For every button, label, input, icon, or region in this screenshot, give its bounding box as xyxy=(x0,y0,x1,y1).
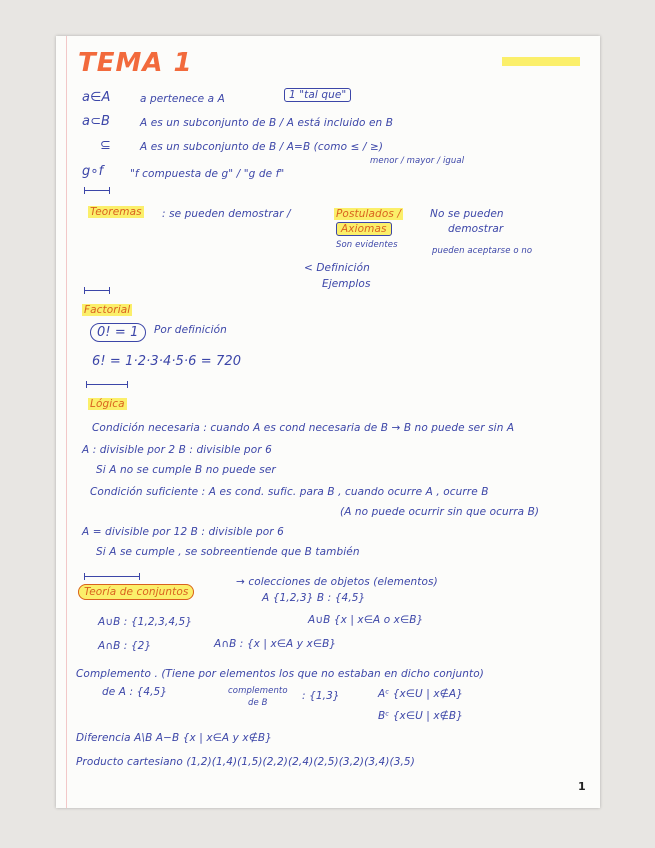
necessary-example-2: Si A no se cumple B no puede ser xyxy=(96,464,276,476)
complement-a: de A : {4,5} xyxy=(102,686,168,698)
examples-label: Ejemplos xyxy=(322,278,371,290)
sufficient-example-1: A = divisible por 12 B : divisible por 6 xyxy=(82,526,284,538)
notation-composition-desc: "f compuesta de g" / "g de f" xyxy=(130,168,285,180)
notation-subseteq: ⊆ xyxy=(100,138,111,153)
set-definitions: A {1,2,3} B : {4,5} xyxy=(262,592,366,604)
factorial-zero: 0! = 1 xyxy=(90,325,146,340)
complement-text: Complemento . (Tiene por elementos los que no estaban en dicho conjunto) xyxy=(76,668,484,680)
notation-composition: g∘f xyxy=(82,164,104,179)
complement-b-value: : {1,3} xyxy=(302,690,340,702)
necessary-example-1: A : divisible por 2 B : divisible por 6 xyxy=(82,444,272,456)
postulates-label: Postulados / xyxy=(336,208,401,220)
comparison-note: menor / mayor / igual xyxy=(370,156,465,166)
can-accept: pueden aceptarse o no xyxy=(432,246,533,256)
necessary-condition: Condición necesaria : cuando A es cond necesaria de B → B no puede ser sin A xyxy=(92,422,515,434)
section-divider xyxy=(84,290,110,291)
complement-b-label-2: de B xyxy=(248,698,268,708)
axioms-label: Axiomas xyxy=(336,223,392,235)
cannot-prove-1: No se pueden xyxy=(430,208,504,220)
factorial-example: 6! = 1·2·3·4·5·6 = 720 xyxy=(92,354,242,369)
highlight-strip xyxy=(502,57,580,66)
page-number: 1 xyxy=(578,780,586,793)
theorems-text: : se pueden demostrar / xyxy=(162,208,291,220)
cartesian-product: Producto cartesiano (1,2)(1,4)(1,5)(2,2)(2,4)(2,5)(3,2)(3,4)(3,5) xyxy=(76,756,415,768)
are-evident: Son evidentes xyxy=(336,240,398,250)
collections-note: → colecciones de objetos (elementos) xyxy=(236,576,438,588)
tal-que-box: 1 "tal que" xyxy=(284,88,351,102)
section-divider xyxy=(84,190,110,191)
complement-a-def: Aᶜ {x∈U | x∉A} xyxy=(378,688,463,700)
factorial-label: Factorial xyxy=(84,304,131,316)
complement-b-def: Bᶜ {x∈U | x∉B} xyxy=(378,710,464,722)
margin-line xyxy=(66,36,67,808)
notation-subseteq-desc: A es un subconjunto de B / A=B (como ≤ / ≥) xyxy=(140,141,384,153)
intersection-example: A∩B : {2} xyxy=(98,640,152,652)
section-divider xyxy=(84,576,140,577)
complement-b-label-1: complemento xyxy=(228,686,288,696)
factorial-definition: Por definición xyxy=(154,324,227,336)
intersection-definition: A∩B : {x | x∈A y x∈B} xyxy=(214,638,337,650)
cannot-prove-2: demostrar xyxy=(448,223,504,235)
logic-label: Lógica xyxy=(90,398,125,410)
sufficient-example-2: Si A se cumple , se sobreentiende que B también xyxy=(96,546,360,558)
notation-element-of-desc: a pertenece a A xyxy=(140,93,225,105)
union-example: A∪B : {1,2,3,4,5} xyxy=(98,616,193,628)
difference-line: Diferencia A\B A−B {x | x∈A y x∉B} xyxy=(76,732,273,744)
page-title: TEMA 1 xyxy=(78,48,193,78)
set-theory-label: Teoría de conjuntos xyxy=(78,586,194,598)
sufficient-condition: Condición suficiente : A es cond. sufic. para B , cuando ocurre A , ocurre B xyxy=(90,486,489,498)
section-divider xyxy=(86,384,128,385)
sufficient-note: (A no puede ocurrir sin que ocurra B) xyxy=(340,506,540,518)
notation-subset-desc: A es un subconjunto de B / A está incluido en B xyxy=(140,117,394,129)
union-definition: A∪B {x | x∈A o x∈B} xyxy=(308,614,424,626)
notation-subset: a⊂B xyxy=(82,114,111,129)
theorems-label: Teoremas xyxy=(90,206,142,218)
notation-element-of: a∈A xyxy=(82,90,111,105)
definition-label: < Definición xyxy=(304,262,370,274)
